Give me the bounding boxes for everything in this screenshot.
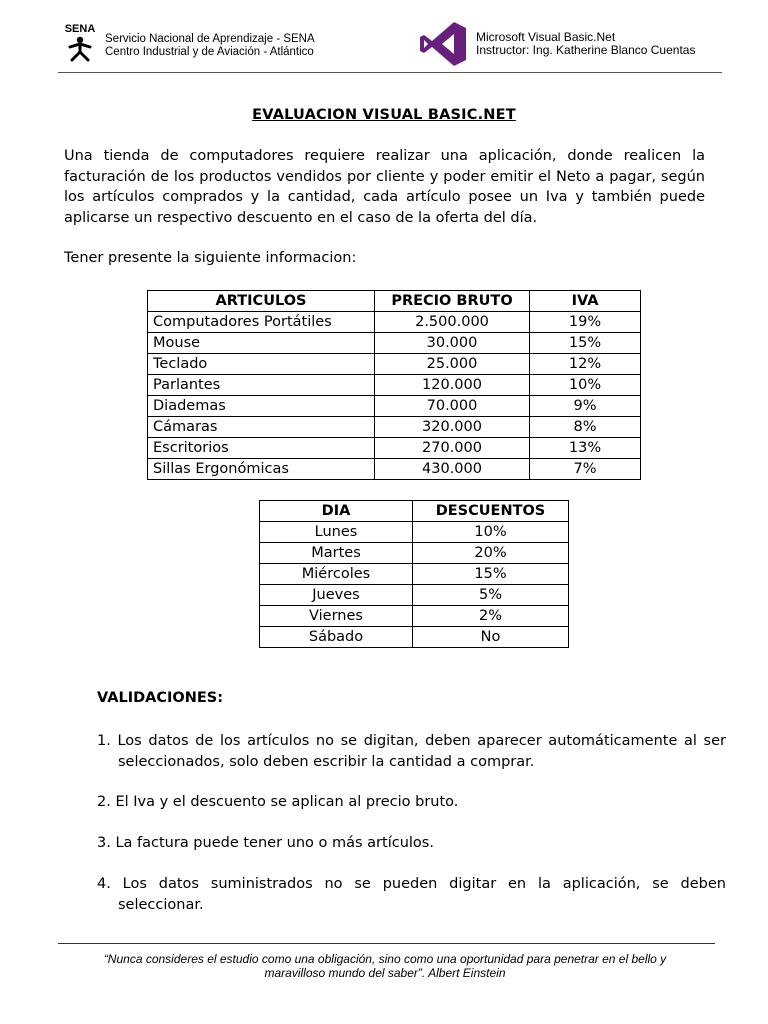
sena-logo-text: SENA (64, 23, 96, 35)
info-note: Tener presente la siguiente informacion: (64, 250, 357, 266)
page-header (58, 18, 722, 74)
article-iva: 8% (530, 417, 641, 438)
column-header: PRECIO BRUTO (375, 291, 530, 312)
table-header-row (148, 291, 641, 312)
table-row (148, 333, 641, 354)
table-row (260, 585, 569, 606)
table-row (148, 396, 641, 417)
day-discount: 15% (413, 564, 569, 585)
table-row (260, 564, 569, 585)
footer-quote (60, 952, 710, 980)
day-name: Jueves (260, 585, 413, 606)
day-name: Martes (260, 543, 413, 564)
course-name: Microsoft Visual Basic.Net (476, 30, 616, 44)
validation-item: 1. Los datos de los artículos no se digitan, deben aparecer automáticamente al ser seleccionados, solo deben escribir la cantidad a comprar. (97, 733, 726, 770)
header-divider (58, 72, 722, 73)
table-row (260, 606, 569, 627)
org-line-2: Centro Industrial y de Aviación - Atlántico (105, 46, 314, 58)
article-iva: 13% (530, 438, 641, 459)
article-name: Teclado (148, 354, 375, 375)
article-price: 70.000 (375, 396, 530, 417)
table-row (260, 543, 569, 564)
table-row (148, 417, 641, 438)
article-name: Escritorios (148, 438, 375, 459)
table-row (148, 438, 641, 459)
day-discount: 5% (413, 585, 569, 606)
table-row (260, 627, 569, 648)
article-price: 320.000 (375, 417, 530, 438)
intro-paragraph: Una tienda de computadores requiere realizar una aplicación, donde realicen la facturación de los productos vendidos por cliente y poder emitir el Neto a pagar, según los artículos comprados y la cantidad, cada artículo posee un Iva y también puede aplicarse un respectivo descuento en el caso de la oferta del día. (64, 148, 705, 226)
day-name: Lunes (260, 522, 413, 543)
document-title: EVALUACION VISUAL BASIC.NET (252, 107, 516, 123)
article-name: Diademas (148, 396, 375, 417)
validations-heading: VALIDACIONES: (97, 690, 223, 706)
validation-item: 4. Los datos suministrados no se pueden digitar en la aplicación, se deben seleccionar. (97, 876, 726, 913)
course-info (476, 31, 695, 57)
quote-line-1: “Nunca consideres el estudio como una obligación, sino como una oportunidad para penetrar en el bello y (103, 952, 667, 966)
instructor-name: Instructor: Ing. Katherine Blanco Cuentas (476, 43, 696, 57)
day-name: Viernes (260, 606, 413, 627)
article-price: 120.000 (375, 375, 530, 396)
article-name: Sillas Ergonómicas (148, 459, 375, 480)
column-header: DIA (260, 501, 413, 522)
column-header: ARTICULOS (148, 291, 375, 312)
organization-name (105, 33, 315, 59)
table-row (148, 312, 641, 333)
column-header: IVA (530, 291, 641, 312)
article-iva: 7% (530, 459, 641, 480)
discounts-table (259, 500, 569, 648)
article-price: 430.000 (375, 459, 530, 480)
validation-item: 2. El Iva y el descuento se aplican al precio bruto. (97, 794, 459, 810)
table-row (148, 459, 641, 480)
table-row (148, 375, 641, 396)
article-price: 30.000 (375, 333, 530, 354)
article-iva: 10% (530, 375, 641, 396)
articles-table (147, 290, 641, 480)
table-header-row (260, 501, 569, 522)
day-discount: 20% (413, 543, 569, 564)
article-iva: 19% (530, 312, 641, 333)
article-iva: 9% (530, 396, 641, 417)
article-price: 2.500.000 (375, 312, 530, 333)
table-row (148, 354, 641, 375)
article-iva: 15% (530, 333, 641, 354)
day-name: Sábado (260, 627, 413, 648)
article-name: Parlantes (148, 375, 375, 396)
article-name: Cámaras (148, 417, 375, 438)
day-discount: 2% (413, 606, 569, 627)
day-discount: 10% (413, 522, 569, 543)
column-header: DESCUENTOS (413, 501, 569, 522)
article-name: Mouse (148, 333, 375, 354)
article-price: 25.000 (375, 354, 530, 375)
visual-studio-logo-icon (418, 20, 468, 68)
footer-divider (58, 943, 715, 944)
table-row (260, 522, 569, 543)
org-line-1: Servicio Nacional de Aprendizaje - SENA (105, 33, 315, 45)
day-name: Miércoles (260, 564, 413, 585)
quote-line-2: maravilloso mundo del saber”. Albert Einstein (264, 966, 506, 980)
article-price: 270.000 (375, 438, 530, 459)
sena-logo (58, 20, 102, 62)
validation-item: 3. La factura puede tener uno o más artículos. (97, 835, 434, 851)
article-iva: 12% (530, 354, 641, 375)
article-name: Computadores Portátiles (148, 312, 375, 333)
day-discount: No (413, 627, 569, 648)
